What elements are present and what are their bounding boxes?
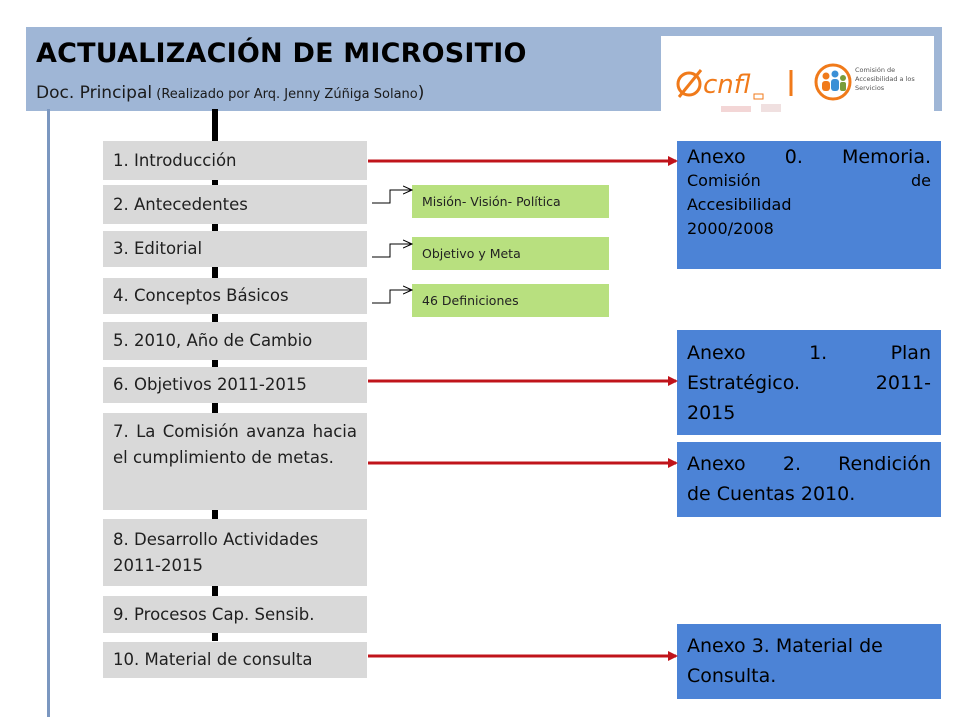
cnfl-brand-text: cnfl: [703, 70, 751, 100]
annex-0-line4: 2000/2008: [687, 219, 774, 238]
connector-definiciones: [372, 290, 412, 303]
section-objetivos: 6. Objetivos 2011-2015: [103, 367, 367, 403]
section-desarrollo-actividades: 8. Desarrollo Actividades 2011-2015: [103, 519, 367, 586]
connector-mision: [372, 190, 412, 203]
annex-3-line2: Consulta.: [687, 665, 777, 687]
annex-1-line3: 2015: [687, 402, 736, 424]
section-procesos: 9. Procesos Cap. Sensib.: [103, 596, 367, 633]
section-material-consulta: 10. Material de consulta: [103, 642, 367, 678]
commission-logo-text: Comisión de Accesibilidad a los Servicios: [855, 66, 915, 92]
section-antecedentes: 2. Antecedentes: [103, 185, 367, 224]
subitem-mision-vision: Misión- Visión- Política: [412, 185, 609, 218]
subtitle-open: (: [152, 87, 162, 102]
annex-0-line3: Accesibilidad: [687, 195, 792, 214]
annex-3-line1: Anexo 3. Material de: [687, 635, 883, 657]
subitem-objetivo-meta: Objetivo y Meta: [412, 237, 609, 270]
subtitle-main: Doc. Principal: [36, 83, 153, 103]
annex-0-line2: Comisión de: [687, 171, 931, 190]
annex-1-line1: Anexo 1. Plan: [687, 342, 931, 364]
section-conceptos-basicos: 4. Conceptos Básicos: [103, 278, 367, 314]
section-editorial: 3. Editorial: [103, 231, 367, 267]
subitem-definiciones: 46 Definiciones: [412, 284, 609, 317]
subtitle-detail: Realizado por Arq. Jenny Zúñiga Solano: [161, 87, 418, 102]
annex-2-line2: de Cuentas 2010.: [687, 483, 856, 505]
section-ano-de-cambio: 5. 2010, Año de Cambio: [103, 322, 367, 360]
annex-2-line1: Anexo 2. Rendición: [687, 453, 931, 475]
annex-0-line1: Anexo 0. Memoria.: [687, 146, 931, 168]
subtitle-close: ): [417, 83, 425, 103]
page-title: ACTUALIZACIÓN DE MICROSITIO: [36, 38, 527, 69]
annex-1-line2: Estratégico. 2011-: [687, 372, 931, 394]
connector-objetivo: [372, 244, 412, 257]
section-introduccion: 1. Introducción: [103, 141, 367, 180]
section-comision-avanza: 7. La Comisión avanza hacia el cumplimiento de metas.: [103, 413, 367, 510]
